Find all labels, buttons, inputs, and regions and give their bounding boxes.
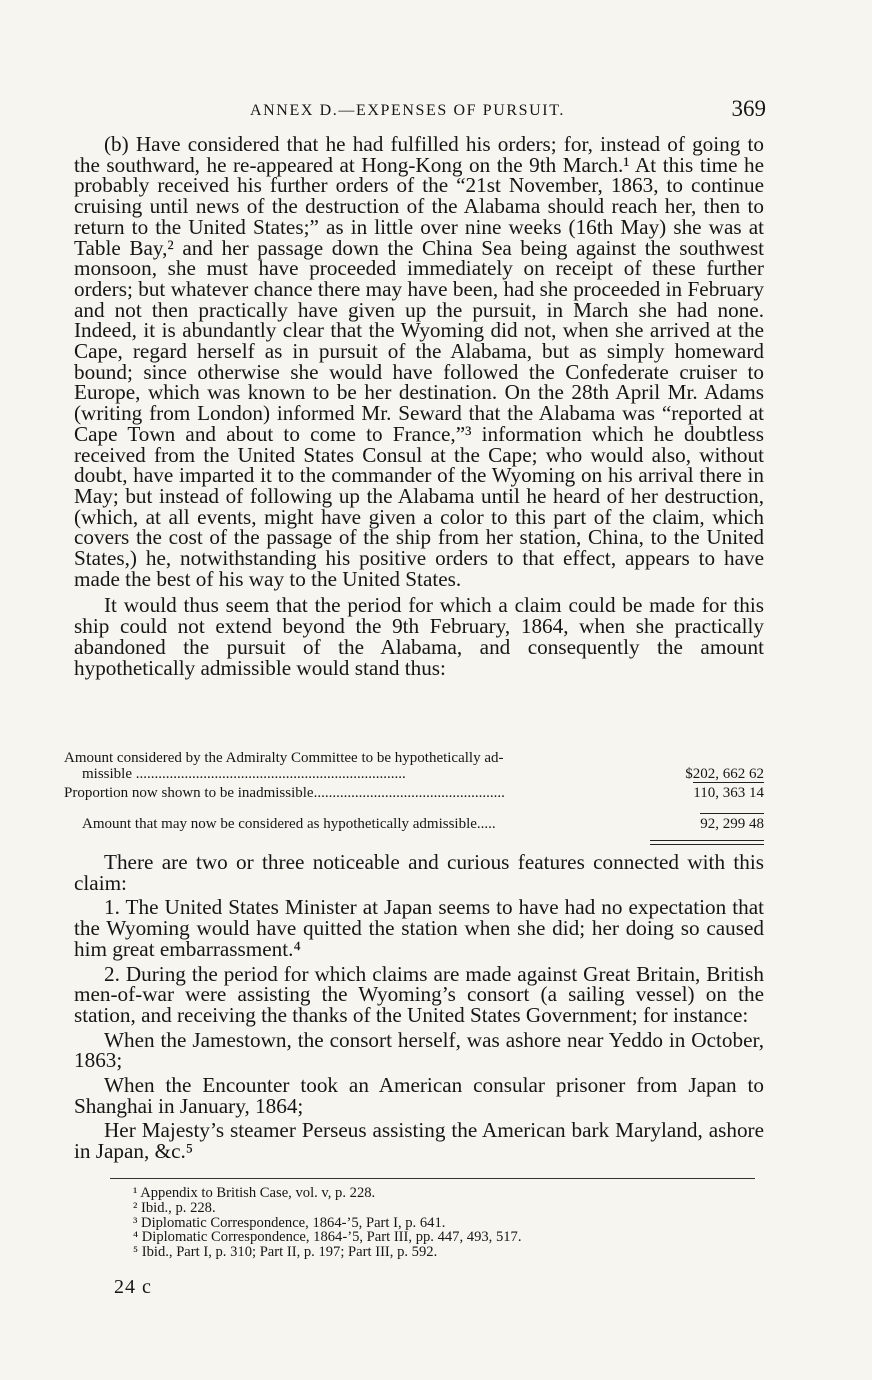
footnote-1: ¹ Appendix to British Case, vol. v, p. 228. bbox=[133, 1185, 376, 1201]
row-amount: 110, 363 14 bbox=[693, 782, 764, 801]
footnote-2: ² Ibid., p. 228. bbox=[133, 1199, 216, 1216]
table-row bbox=[64, 782, 764, 801]
total-label: Amount that may now be considered as hypothetically admissible..... bbox=[82, 816, 496, 832]
footnote-4: ⁴ Diplomatic Correspondence, 1864-’5, Part III, pp. 447, 493, 517. bbox=[133, 1229, 522, 1246]
total-amount: 92, 299 48 bbox=[700, 813, 764, 832]
table-total-row bbox=[64, 813, 764, 832]
footnote-3: ³ Diplomatic Correspondence, 1864-’5, Part I, p. 641. bbox=[133, 1214, 446, 1231]
paragraph-features-intro: There are two or three noticeable and curious features connected with this claim: bbox=[74, 850, 764, 895]
row-label-line1: Amount considered by the Admiralty Committee to be hypothetically ad- bbox=[64, 750, 504, 766]
body-text bbox=[74, 134, 764, 678]
row-label: Proportion now shown to be inadmissible................................................... bbox=[64, 785, 505, 801]
paragraph-perseus: Her Majesty’s steamer Perseus assisting the American bark Maryland, ashore in Japan, &c.⁵ bbox=[74, 1118, 764, 1164]
row-label-line2: missible ........................................................................ bbox=[82, 766, 406, 782]
page-number: 369 bbox=[731, 96, 766, 121]
paragraph-feature-1: 1. The United States Minister at Japan seems to have had no expectation that the Wyoming would have quitted the station when she did; her doing so caused him great embarrassment.⁴ bbox=[74, 895, 764, 961]
table-row bbox=[64, 750, 764, 782]
amount-table bbox=[64, 750, 764, 845]
paragraph-conclusion: It would thus seem that the period for which a claim could be made for this ship could not extend beyond the 9th February, 1864, when she practically abandoned the pursuit of the Alabama, and consequently the amount hypothetically admissible would stand thus: bbox=[74, 593, 764, 680]
total-double-rule bbox=[650, 840, 764, 845]
paragraph-b: (b) Have considered that he had fulfilled his orders; for, instead of going to the southward, he re-appeared at Hong-Kong on the 9th March.¹ At this time he probably received his further orders of the “21st November, 1863, to continue cruising until news of the destruction of the Alabama should reach her, then to return to the United States;” as in little over nine weeks (16th May) she was at Table Bay,² and her passage down the China Sea being against the southwest monsoon, she must have proceeded immediately on receipt of these further orders; but whatever chance there may have been, had she proceeded in February and not then practically have given up the pursuit, in March she had none. Indeed, it is abundantly clear that the Wyoming did not, when she arrived at the Cape, regard herself as in pursuit of the Alabama, but as simply homeward bound; since otherwise she would have followed the Confederate cruiser to Europe, which was known to be her destination. On the 28th April Mr. Adams (writing from London) informed Mr. Seward that the Alabama was “reported at Cape Town and about to come to France,”³ information which he doubtless received from the United States Consul at the Cape; who would also, without doubt, have imparted it to the commander of the Wyoming on his arrival there in May; but instead of following up the Alabama until he heard of her destruction, (which, at all events, might have given a color to this part of the claim, which covers the cost of the passage of the ship from her station, China, to the United States,) he, notwithstanding his positive orders to that effect, appears to have made the best of his way to the United States. bbox=[74, 132, 764, 591]
running-title: ANNEX D.—EXPENSES OF PURSUIT. bbox=[250, 102, 566, 119]
paragraph-encounter: When the Encounter took an American consular prisoner from Japan to Shanghai in January, 1864; bbox=[74, 1073, 764, 1118]
paragraph-jamestown: When the Jamestown, the consort herself, was ashore near Yeddo in October, 1863; bbox=[74, 1027, 764, 1073]
footnote-5: ⁵ Ibid., Part I, p. 310; Part II, p. 197; Part III, p. 592. bbox=[133, 1244, 438, 1261]
paragraph-feature-2: 2. During the period for which claims are made against Great Britain, British men-of-war were assisting the Wyoming’s consort (a sailing vessel) on the station, and receiving the thanks of the United States Government; for instance: bbox=[74, 961, 764, 1027]
footnote-rule bbox=[110, 1178, 755, 1179]
footnotes bbox=[133, 1186, 753, 1260]
body-text-features bbox=[74, 852, 764, 1162]
row-amount: $202, 662 62 bbox=[685, 766, 764, 782]
page-header bbox=[70, 96, 770, 126]
signature-mark: 24 c bbox=[114, 1276, 152, 1298]
